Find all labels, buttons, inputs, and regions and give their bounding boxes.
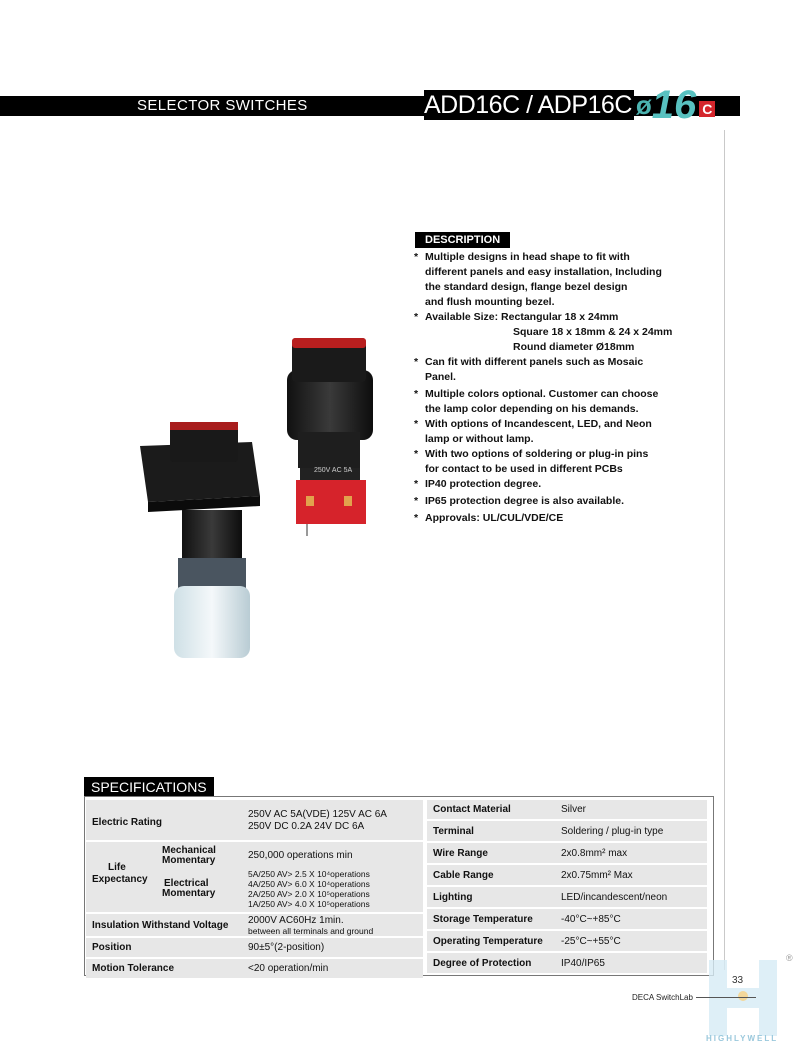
spec-value: 2000V AC60Hz 1min. bbox=[248, 915, 344, 926]
sizes-round: Round diameter Ø18mm bbox=[513, 341, 635, 353]
registered-mark: ® bbox=[786, 953, 793, 963]
diameter-symbol: ø bbox=[635, 90, 652, 120]
spec-row bbox=[427, 931, 707, 951]
spec-value: 250V DC 0.2A 24V DC 6A bbox=[248, 821, 365, 832]
spec-key: Insulation Withstand Voltage bbox=[92, 920, 229, 931]
spec-key: Life bbox=[108, 862, 126, 873]
spec-key: Lighting bbox=[433, 892, 473, 903]
spec-value: 1A/250 AV> 4.0 X 10⁵operations bbox=[248, 899, 370, 909]
sizes-label: Available Size: Rectangular 18 x 24mm bbox=[425, 311, 619, 323]
spec-row bbox=[427, 887, 707, 907]
spec-value: 4A/250 AV> 6.0 X 10⁴operations bbox=[248, 879, 370, 889]
spec-key: Storage Temperature bbox=[433, 914, 533, 925]
spec-key: Motion Tolerance bbox=[92, 963, 175, 974]
spec-key: Operating Temperature bbox=[433, 936, 543, 947]
description-item: * Multiple designs in head shape to fit with different panels and easy installation, Including the standard design, flange bezel design and flush mounting bezel. bbox=[414, 250, 714, 310]
spec-value: 250,000 operations min bbox=[248, 850, 353, 861]
spec-left-column bbox=[86, 800, 423, 980]
description-item: * With two options of soldering or plug-in pins for contact to be used in different PCBs bbox=[414, 447, 714, 477]
spec-row-insulation bbox=[86, 914, 423, 936]
spec-row-electric-rating bbox=[86, 800, 423, 840]
spec-value: between all terminals and ground bbox=[248, 926, 374, 936]
model-number: ADD16C / ADP16C bbox=[424, 91, 632, 119]
description-tag: DESCRIPTION bbox=[415, 232, 510, 248]
c-badge: C bbox=[699, 101, 715, 117]
spec-value: Soldering / plug-in type bbox=[561, 826, 664, 837]
spec-row bbox=[427, 953, 707, 973]
spec-subkey: Mechanical bbox=[162, 845, 216, 856]
spec-row bbox=[427, 865, 707, 885]
specifications-tag: SPECIFICATIONS bbox=[84, 777, 214, 797]
footer-brand: DECA SwitchLab bbox=[632, 993, 693, 1002]
spec-row-motion-tolerance bbox=[86, 959, 423, 978]
spec-right-column bbox=[427, 800, 707, 975]
square-switch bbox=[140, 422, 260, 658]
spec-value: 2x0.8mm² max bbox=[561, 848, 628, 859]
description-list bbox=[414, 250, 714, 526]
round-switch bbox=[287, 338, 373, 536]
spec-value: LED/incandescent/neon bbox=[561, 892, 668, 903]
spec-key: Cable Range bbox=[433, 870, 494, 881]
spec-value: Silver bbox=[561, 804, 587, 815]
spec-value: 2A/250 AV> 2.0 X 10⁵operations bbox=[248, 889, 370, 899]
sizes-square: Square 18 x 18mm & 24 x 24mm bbox=[513, 326, 673, 338]
category-title: SELECTOR SWITCHES bbox=[137, 97, 308, 114]
round-switch-label: 250V AC 5A bbox=[314, 467, 353, 474]
spec-key: Terminal bbox=[433, 826, 474, 837]
description-item: * With options of Incandescent, LED, and Neon lamp or without lamp. bbox=[414, 417, 714, 447]
logo-text: HIGHLYWELL bbox=[706, 1034, 779, 1043]
spec-key: Wire Range bbox=[433, 848, 488, 859]
description-item: * IP65 protection degree is also available. bbox=[414, 494, 714, 509]
footer-rule bbox=[696, 997, 756, 998]
spec-key: Degree of Protection bbox=[433, 958, 532, 969]
spec-value: -40°C~+85°C bbox=[561, 914, 621, 925]
spec-row bbox=[427, 909, 707, 929]
description-item: * IP40 protection degree. bbox=[414, 477, 714, 492]
spec-row bbox=[427, 843, 707, 863]
spec-value: -25°C~+55°C bbox=[561, 936, 621, 947]
margin-rule bbox=[724, 130, 725, 970]
spec-key: Position bbox=[92, 942, 132, 953]
spec-key: Electric Rating bbox=[92, 817, 163, 828]
description-item: * Approvals: UL/CUL/VDE/CE bbox=[414, 511, 714, 526]
spec-subkey: Momentary bbox=[162, 888, 216, 899]
description-item: * Can fit with different panels such as Mosaic Panel. bbox=[414, 355, 714, 385]
spec-value: 5A/250 AV> 2.5 X 10⁴operations bbox=[248, 869, 370, 879]
spec-subkey: Electrical bbox=[164, 878, 209, 889]
spec-subkey: Momentary bbox=[162, 855, 216, 866]
spec-value: <20 operation/min bbox=[248, 963, 329, 974]
spec-value: IP40/IP65 bbox=[561, 958, 605, 969]
spec-row bbox=[427, 800, 707, 819]
description-item-sizes bbox=[414, 310, 714, 355]
spec-row-position bbox=[86, 938, 423, 957]
spec-key: Expectancy bbox=[92, 874, 148, 885]
product-photo bbox=[130, 330, 390, 670]
spec-value: 90±5°(2-position) bbox=[248, 942, 325, 953]
model-title bbox=[424, 83, 715, 127]
diameter-value: 16 bbox=[651, 83, 697, 127]
page-number: 33 bbox=[732, 975, 744, 986]
spec-value: 250V AC 5A(VDE) 125V AC 6A bbox=[248, 809, 387, 820]
description-item: * Multiple colors optional. Customer can choose the lamp color depending on his demands. bbox=[414, 387, 714, 417]
spec-key: Contact Material bbox=[433, 804, 511, 815]
spec-row bbox=[427, 821, 707, 841]
spec-row-life-expectancy bbox=[86, 842, 423, 912]
spec-value: 2x0.75mm² Max bbox=[561, 870, 633, 881]
